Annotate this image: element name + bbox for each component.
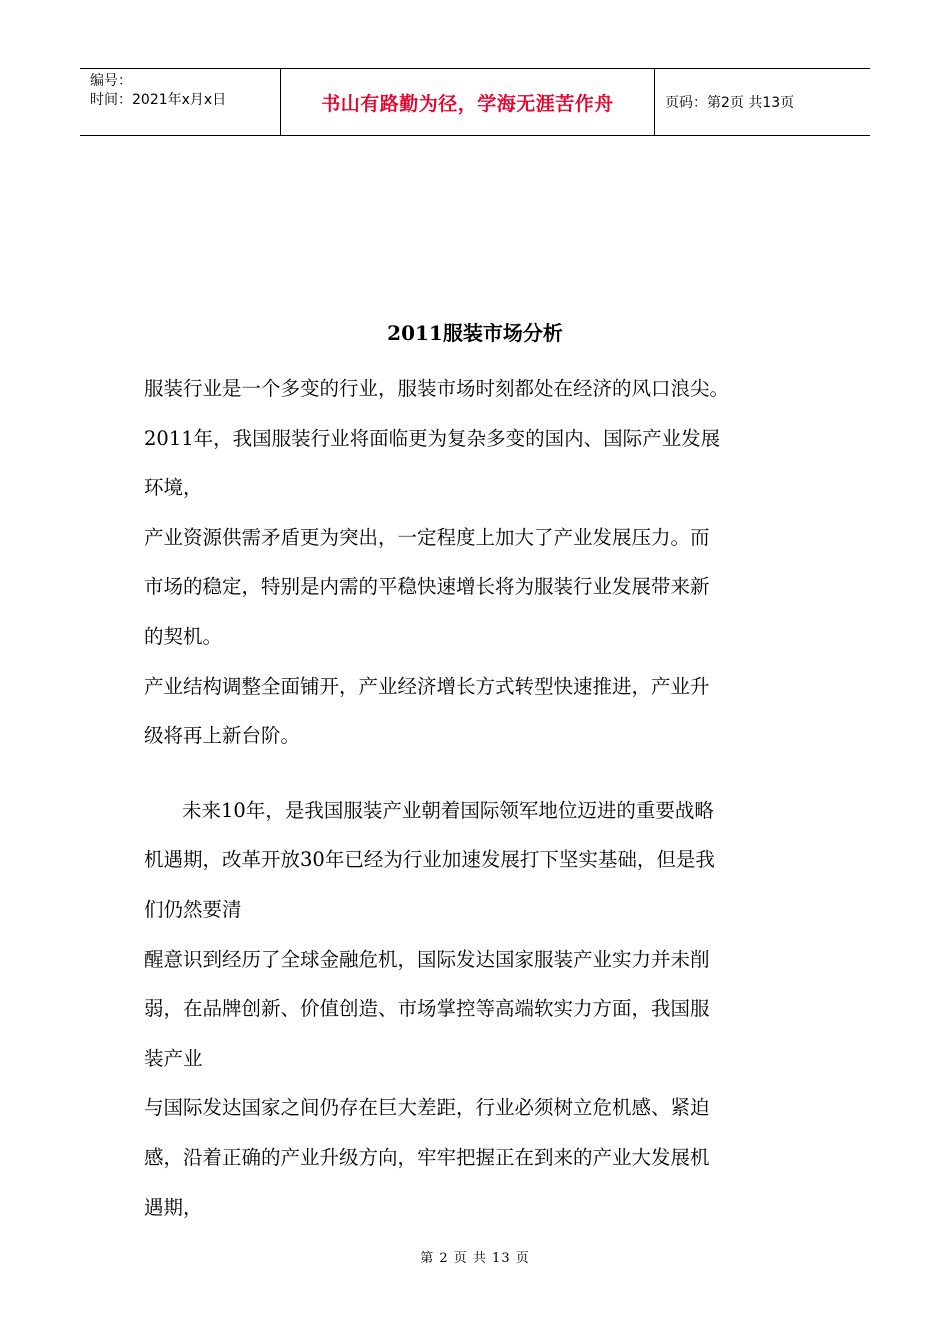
- paragraph-line: 环境，: [144, 476, 203, 500]
- paragraph-line: 的契机。: [144, 624, 223, 648]
- time-label: 时间：2021年x月x日: [90, 92, 227, 108]
- paragraph-line: 遇期，: [144, 1195, 203, 1219]
- document-body: [144, 364, 824, 1232]
- paragraph-line: 弱，在品牌创新、价值创造、市场掌控等高端软实力方面，我国服: [144, 997, 710, 1021]
- header-page-info-cell: [655, 69, 870, 135]
- page-footer: 第 2 页 共 13 页: [420, 1251, 530, 1266]
- paragraph-line: 装产业: [144, 1046, 203, 1070]
- paragraph-line: 们仍然要清: [144, 897, 242, 921]
- paragraph-line: 服装行业是一个多变的行业，服装市场时刻都处在经济的风口浪尖。: [144, 377, 730, 400]
- paragraph-line: 机遇期，改革开放30年已经为行业加速发展打下坚实基础，但是我: [144, 848, 715, 872]
- header-meta: [80, 69, 281, 135]
- header-page-info: 页码：第2页 共13页: [665, 95, 795, 111]
- paragraph-line: 与国际发达国家之间仍存在巨大差距，行业必须树立危机感、紧迫: [144, 1096, 710, 1120]
- paragraph-line: 感，沿着正确的产业升级方向，牢牢把握正在到来的产业大发展机: [144, 1145, 710, 1169]
- paragraph-line: 2011年，我国服装行业将面临更为复杂多变的国内、国际产业发展: [144, 426, 721, 450]
- paragraph-line: 醒意识到经历了全球金融危机，国际发达国家服装产业实力并未削: [144, 947, 710, 971]
- paragraph-gap: [144, 761, 824, 786]
- header-motto: 书山有路勤为径，学海无涯苦作舟: [321, 92, 614, 115]
- paragraph-line: 产业资源供需矛盾更为突出，一定程度上加大了产业发展压力。而: [144, 525, 710, 549]
- paragraph-line: 未来10年，是我国服装产业朝着国际领军地位迈进的重要战略: [182, 798, 714, 822]
- document-title: 2011服装市场分析: [387, 321, 563, 345]
- header-motto-cell: [281, 69, 655, 135]
- paragraph-line: 产业结构调整全面铺开，产业经济增长方式转型快速推进，产业升: [144, 674, 710, 698]
- paragraph-line: 级将再上新台阶。: [144, 724, 301, 748]
- paragraph-line: 市场的稳定，特别是内需的平稳快速增长将为服装行业发展带来新: [144, 575, 710, 599]
- page-header: [80, 68, 870, 136]
- number-label: 编号：: [90, 73, 132, 89]
